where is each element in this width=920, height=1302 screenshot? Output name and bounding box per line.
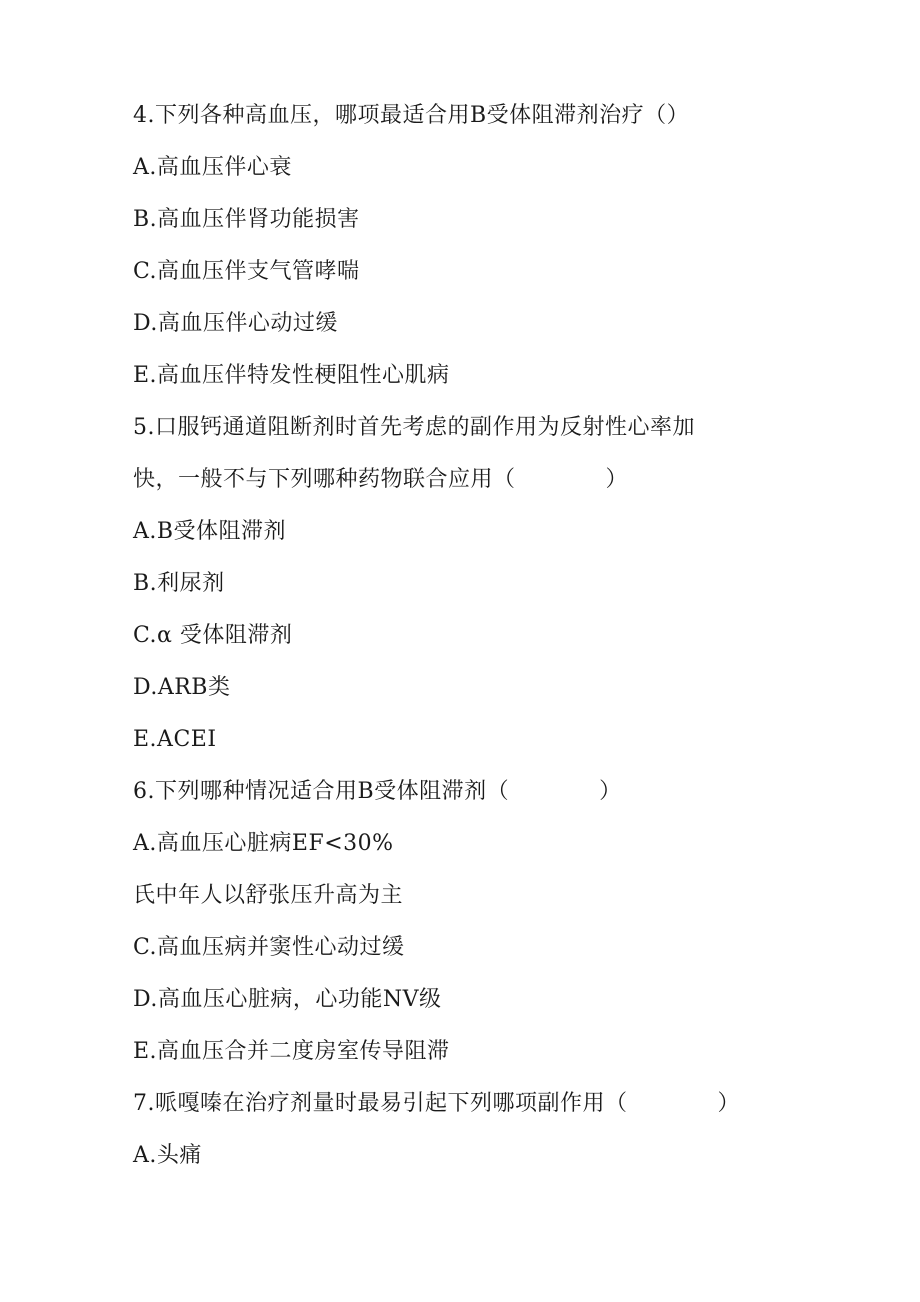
question-5-option-c: C.α 受体阻滞剂 — [133, 623, 293, 648]
question-6-stem: 6.下列哪种情况适合用B受体阻滞剂（ ） — [133, 779, 622, 804]
question-5-stem-line-1: 5.口服钙通道阻断剂时首先考虑的副作用为反射性心率加 — [133, 415, 695, 440]
question-6-option-b: 氏中年人以舒张压升高为主 — [133, 883, 404, 908]
question-6-option-e: E.高血压合并二度房室传导阻滞 — [133, 1039, 450, 1064]
question-4-option-d: D.高血压伴心动过缓 — [133, 311, 338, 336]
question-4-option-a: A.高血压伴心衰 — [133, 155, 292, 180]
question-4-stem: 4.下列各种高血压，哪项最适合用B受体阻滞剂治疗（） — [133, 103, 690, 128]
question-5-option-e: E.ACEI — [133, 727, 217, 752]
question-5-option-b: B.利尿剂 — [133, 571, 225, 596]
question-4-option-e: E.高血压伴特发性梗阻性心肌病 — [133, 363, 450, 388]
question-4-option-c: C.高血压伴支气管哮喘 — [133, 259, 360, 284]
question-6-option-d: D.高血压心脏病，心功能NV级 — [133, 987, 442, 1012]
question-5-option-a: A.B受体阻滞剂 — [133, 519, 287, 544]
question-7-stem: 7.哌嘎嗪在治疗剂量时最易引起下列哪项副作用（ ） — [133, 1091, 740, 1116]
question-4-option-b: B.高血压伴肾功能损害 — [133, 207, 360, 232]
question-6-option-c: C.高血压病并窦性心动过缓 — [133, 935, 405, 960]
question-5-stem-line-2: 快，一般不与下列哪种药物联合应用（ ） — [133, 467, 629, 492]
question-6-option-a: A.高血压心脏病EF<30% — [133, 831, 394, 856]
question-7-option-a: A.头痛 — [133, 1143, 202, 1168]
question-5-option-d: D.ARB类 — [133, 675, 231, 700]
